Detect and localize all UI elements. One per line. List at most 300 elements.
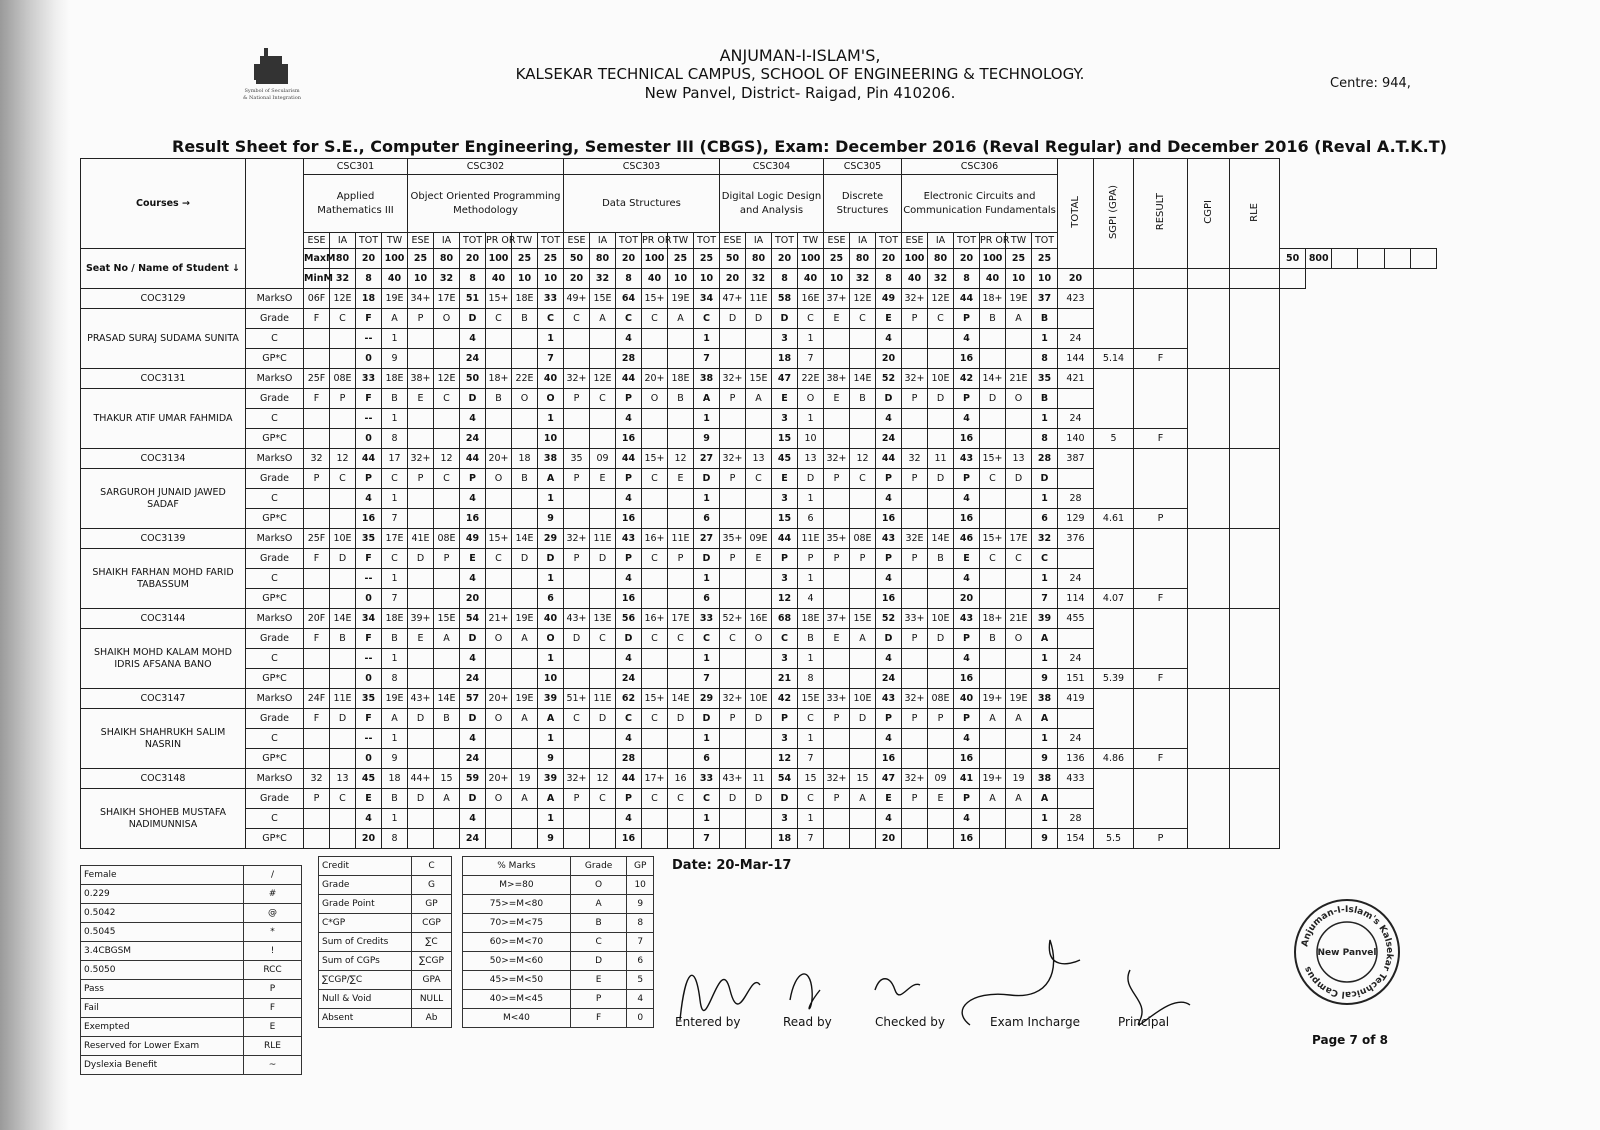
cell-credit: 1 [1032,569,1058,589]
cell-credit: 1 [538,329,564,349]
cell-credit [512,729,538,749]
cell-grade: D [798,469,824,489]
result-value: F [1134,429,1188,449]
cell-marks: 44 [616,449,642,469]
cell-marks: 15+ [486,289,512,309]
cell-credit [980,649,1006,669]
cell-gpc: 8 [382,829,408,849]
cell-credit: 1 [798,329,824,349]
legend-symbol: * [244,923,302,942]
cell-grade: B [486,389,512,409]
cell-grade: O [1006,389,1032,409]
cell-credit: 4 [954,729,980,749]
cell-marks: 32+ [824,769,850,789]
cell-grade: P [564,549,590,569]
cell-gpc: 20 [356,829,382,849]
cell-marks: 41E [408,529,434,549]
max-mark: 800 [1306,249,1332,269]
cell-grade: C [1006,549,1032,569]
grade-scale-heading: GP [627,857,654,876]
cell-marks: 14E [512,529,538,549]
max-mark: 100 [382,249,408,269]
cell-marks: 40 [538,369,564,389]
cell-gpc: 15 [772,429,798,449]
result-spacer [1134,769,1188,829]
cell-marks: 33 [694,609,720,629]
cell-gpc [434,669,460,689]
cell-grade: A [980,709,1006,729]
cell-marks: 18+ [980,609,1006,629]
cell-marks: 29 [538,529,564,549]
cell-credit [1006,809,1032,829]
cell-marks: 20+ [486,449,512,469]
cell-grade: F [356,629,382,649]
cell-grade: C [694,629,720,649]
cgpi-cell [1188,689,1230,769]
cell-credit [434,809,460,829]
cell-credit: 1 [798,569,824,589]
cell-marks: 10E [850,689,876,709]
institution-line1: ANJUMAN-I-ISLAM'S, [719,46,881,65]
cell-grade: C [434,389,460,409]
cell-marks: 19 [512,769,538,789]
cell-grade: P [564,469,590,489]
cell-credit: 3 [772,569,798,589]
cell-credit [590,649,616,669]
cell-marks: 45 [356,769,382,789]
cell-marks: 10E [928,369,954,389]
cell-grade: C [564,709,590,729]
cell-gpc [850,829,876,849]
cell-marks: 27 [694,529,720,549]
cell-gpc: 12 [772,589,798,609]
max-mark: 100 [902,249,928,269]
sgpi-spacer [1094,369,1134,429]
cell-marks: 15 [434,769,460,789]
cell-marks: 24F [304,689,330,709]
cell-credit [928,409,954,429]
cell-marks: 33+ [824,689,850,709]
signature-read-by: Read by [783,1015,832,1029]
max-mark: 100 [642,249,668,269]
grade-scale-cell: O [570,876,627,895]
cell-gpc: 16 [954,509,980,529]
cell-grade: E [590,469,616,489]
cell-grade: C [1032,549,1058,569]
cell-marks: 11E [590,529,616,549]
cell-grade: F [356,709,382,729]
row-type-label: MarksO [246,769,304,789]
cell-marks: 06F [304,289,330,309]
cell-credit [720,649,746,669]
cell-grade: P [798,549,824,569]
cell-gpc [512,589,538,609]
cell-gpc [720,669,746,689]
cell-marks: 08E [434,529,460,549]
course-code: CSC301 [304,159,408,175]
grade-scale-row [463,876,654,895]
cell-grade: C [668,629,694,649]
cell-marks: 17 [382,449,408,469]
cell-grade: B [1032,309,1058,329]
cell-grade: C [642,309,668,329]
cell-credit: -- [356,329,382,349]
sgpi-value: 4.61 [1094,509,1134,529]
cell-marks: 19+ [980,769,1006,789]
max-mark: 25 [694,249,720,269]
cell-grade: A [538,789,564,809]
cell-credit [330,329,356,349]
cell-marks: 34 [356,609,382,629]
cell-grade: E [460,549,486,569]
cell-marks: 15E [798,689,824,709]
cell-marks: 18E [798,609,824,629]
cell-gpc: 7 [538,349,564,369]
cell-credit: 4 [460,409,486,429]
cell-marks: 39 [1032,609,1058,629]
min-mark: 40 [642,269,668,289]
cell-grade: P [356,469,382,489]
cell-marks: 52 [876,609,902,629]
cell-credit: 1 [1032,729,1058,749]
cell-grade: A [434,789,460,809]
result-spacer [1134,609,1188,669]
cell-grade: C [746,469,772,489]
cell-grade: F [304,549,330,569]
cell-gpc [564,429,590,449]
cell-gpc [746,349,772,369]
component-header: ESE [564,233,590,249]
cell-grade: D [772,309,798,329]
cell-credit: 1 [538,809,564,829]
component-header: IA [928,233,954,249]
grade-scale-header [463,857,654,876]
student-name: SHAIKH MOHD KALAM MOHD IDRIS AFSANA BANO [81,629,246,689]
sgpi-value: 5.39 [1094,669,1134,689]
cell-gpc: 7 [1032,589,1058,609]
cell-gpc: 4 [798,589,824,609]
cell-gpc [304,589,330,609]
cell-marks: 21E [1006,609,1032,629]
legend-grade-scale [462,856,654,1028]
cell-credit: 3 [772,409,798,429]
min-mark: 10 [668,269,694,289]
signature-entered-by: Entered by [675,1015,741,1029]
min-mark [1094,269,1134,289]
cell-marks: 35 [564,449,590,469]
grade-scale-row [463,990,654,1009]
cell-gpc [902,349,928,369]
cell-credit [408,569,434,589]
seat-number: COC3144 [81,609,246,629]
cell-marks: 423 [1058,289,1094,309]
cell-grade: D [590,709,616,729]
cell-grade: P [954,469,980,489]
cell-marks: 13 [330,769,356,789]
max-mark: 80 [590,249,616,269]
grade-scale-cell: M<40 [463,1009,571,1028]
cell-gpc [824,589,850,609]
cell-grade: C [434,469,460,489]
cell-marks: 43+ [720,769,746,789]
cell-gpc: 6 [798,509,824,529]
cell-credit [564,409,590,429]
row-type-label: Grade [246,309,304,329]
signature-principal: Principal [1118,1015,1170,1029]
cell-marks: 15E [850,609,876,629]
cell-credit: 1 [694,489,720,509]
cell-marks: 12 [434,449,460,469]
cell-gpc [980,749,1006,769]
cell-marks: 17E [434,289,460,309]
max-mark: 80 [434,249,460,269]
cell-grade: P [824,469,850,489]
cell-gpc: 9 [694,429,720,449]
cell-grade: C [330,309,356,329]
row-type-label: MarksO [246,529,304,549]
cell-credit [1006,729,1032,749]
cell-marks: 44 [954,289,980,309]
component-header: TOT [694,233,720,249]
cell-gpc: 8 [798,669,824,689]
sgpi-value: 4.86 [1094,749,1134,769]
cell-gpc [642,589,668,609]
cell-marks: 09 [590,449,616,469]
sgpi-value: 5 [1094,429,1134,449]
cell-gpc: 24 [460,669,486,689]
cell-grade: A [512,789,538,809]
cell-gpc: 8 [1032,349,1058,369]
max-mark: 80 [330,249,356,269]
cell-credit [512,569,538,589]
result-value: F [1134,669,1188,689]
cell-marks: 16E [746,609,772,629]
cell-credit [434,649,460,669]
component-header: TOT [460,233,486,249]
cell-credit: 4 [876,409,902,429]
cell-grade [1058,789,1094,809]
cell-grade [1058,469,1094,489]
cell-grade: D [694,709,720,729]
cell-marks: 25F [304,529,330,549]
cell-credit [720,809,746,829]
cell-credit: 1 [382,329,408,349]
cell-gpc: 8 [382,429,408,449]
cell-marks: 32+ [902,369,928,389]
cell-grade: O [746,629,772,649]
legend-symbol: E [244,1018,302,1037]
cell-grade: P [876,469,902,489]
cell-credit: 24 [1058,329,1094,349]
cell-gpc [486,669,512,689]
summary-header-label: SGPI (GPA) [1108,184,1119,240]
cell-credit: 4 [616,809,642,829]
cell-grade: P [564,789,590,809]
cell-gpc [408,749,434,769]
cell-gpc [850,509,876,529]
cell-grade: D [746,309,772,329]
cell-credit [980,729,1006,749]
cell-marks: 20F [304,609,330,629]
cell-credit [902,489,928,509]
row-type-label: C [246,569,304,589]
institution-line3: New Panvel, District- Raigad, Pin 410206. [644,84,956,102]
cell-marks: 54 [772,769,798,789]
centre-number: Centre: 944, [1330,76,1411,91]
cell-marks: 17E [382,529,408,549]
cell-marks: 28 [1032,449,1058,469]
cell-gpc [512,749,538,769]
courses-label: Courses → [81,159,246,249]
summary-header-label: CGPI [1203,200,1214,224]
cell-gpc [902,509,928,529]
cell-credit [304,409,330,429]
cell-grade: D [512,549,538,569]
legend-row [81,885,302,904]
row-type-label: C [246,649,304,669]
rle-cell [1230,769,1280,849]
maxm-label: MaxM [304,249,330,269]
cell-marks: 43 [616,529,642,549]
cell-marks: 38 [1032,769,1058,789]
summary-header [1230,159,1280,269]
cell-credit [746,329,772,349]
cell-gpc [304,829,330,849]
cell-gpc [486,749,512,769]
legend-term: Grade Point [319,895,412,914]
cell-marks: 19+ [980,689,1006,709]
grade-scale-cell: 40>=M<45 [463,990,571,1009]
min-mark: 8 [876,269,902,289]
max-mark: 80 [850,249,876,269]
result-spacer [1134,529,1188,589]
cell-marks: 35+ [720,529,746,549]
cell-credit [720,329,746,349]
min-mark: 40 [798,269,824,289]
cell-marks: 21E [1006,369,1032,389]
cell-credit [512,489,538,509]
legend-row [319,914,452,933]
cell-grade [1058,629,1094,649]
cell-gpc: 20 [876,349,902,369]
cell-credit: 4 [616,409,642,429]
cell-grade: A [694,389,720,409]
cell-gpc [330,349,356,369]
cell-gpc: 6 [538,589,564,609]
cell-gpc: 7 [798,829,824,849]
cell-marks: 20+ [642,369,668,389]
component-header: PR OR [642,233,668,249]
cell-gpc: 7 [694,349,720,369]
min-mark: 40 [980,269,1006,289]
cell-credit [720,729,746,749]
legend-abbr: ∑C [412,933,452,952]
grade-scale-cell: A [570,895,627,914]
cell-marks: 40 [538,609,564,629]
grade-scale-heading: Grade [570,857,627,876]
cell-grade: C [720,629,746,649]
svg-text:New Panvel: New Panvel [1317,948,1377,958]
course-name: Digital Logic Design and Analysis [720,175,824,233]
cell-marks: 17E [1006,529,1032,549]
cell-grade: C [330,789,356,809]
legend-label: Fail [81,999,244,1018]
legend-row [81,980,302,999]
cell-credit: 1 [1032,649,1058,669]
cell-marks: 64 [616,289,642,309]
cell-marks: 08E [928,689,954,709]
cell-gpc: 9 [382,349,408,369]
cell-credit: 4 [356,489,382,509]
cell-gpc: 10 [538,669,564,689]
student-marks-row [81,609,1437,629]
cell-gpc: 6 [694,589,720,609]
cell-marks: 43 [954,609,980,629]
cell-marks: 11E [798,529,824,549]
component-header: ESE [902,233,928,249]
cell-marks: 50 [460,369,486,389]
result-spacer [1134,449,1188,509]
cell-credit: 1 [1032,329,1058,349]
cell-grade: C [382,469,408,489]
cell-grade: B [512,469,538,489]
cell-grade: B [850,389,876,409]
cell-credit [824,649,850,669]
cell-credit: 1 [798,489,824,509]
cell-credit [824,489,850,509]
max-mark: 25 [512,249,538,269]
cell-gpc: 16 [616,589,642,609]
cell-grade: P [720,549,746,569]
cell-gpc: 16 [876,749,902,769]
cell-grade: E [954,549,980,569]
legend-term: Null & Void [319,990,412,1009]
cell-marks: 18 [512,449,538,469]
legend-label: Pass [81,980,244,999]
cell-grade: F [304,309,330,329]
cell-credit [928,489,954,509]
legend-abbr: G [412,876,452,895]
cell-gpc [434,349,460,369]
result-value: P [1134,509,1188,529]
grade-scale-cell: P [570,990,627,1009]
grade-scale-cell: 0 [627,1009,654,1028]
cell-marks: 455 [1058,609,1094,629]
cell-credit [850,329,876,349]
cell-grade: A [512,709,538,729]
cell-grade [1058,549,1094,569]
cell-marks: 18E [512,289,538,309]
legend-label: Exempted [81,1018,244,1037]
cell-credit: 4 [460,489,486,509]
cell-credit: 4 [876,489,902,509]
cell-credit [486,649,512,669]
cell-credit: 1 [694,729,720,749]
cell-marks: 37 [1032,289,1058,309]
cell-credit [928,329,954,349]
empty-cell [1410,249,1436,269]
cell-marks: 47+ [720,289,746,309]
cell-credit [824,569,850,589]
grade-scale-cell: E [570,971,627,990]
cell-grade: P [902,789,928,809]
legend-abbr: C [412,857,452,876]
sgpi-spacer [1094,289,1134,349]
cell-marks: 49 [876,289,902,309]
min-mark: 40 [902,269,928,289]
cell-marks: 13E [590,609,616,629]
seat-number: COC3134 [81,449,246,469]
